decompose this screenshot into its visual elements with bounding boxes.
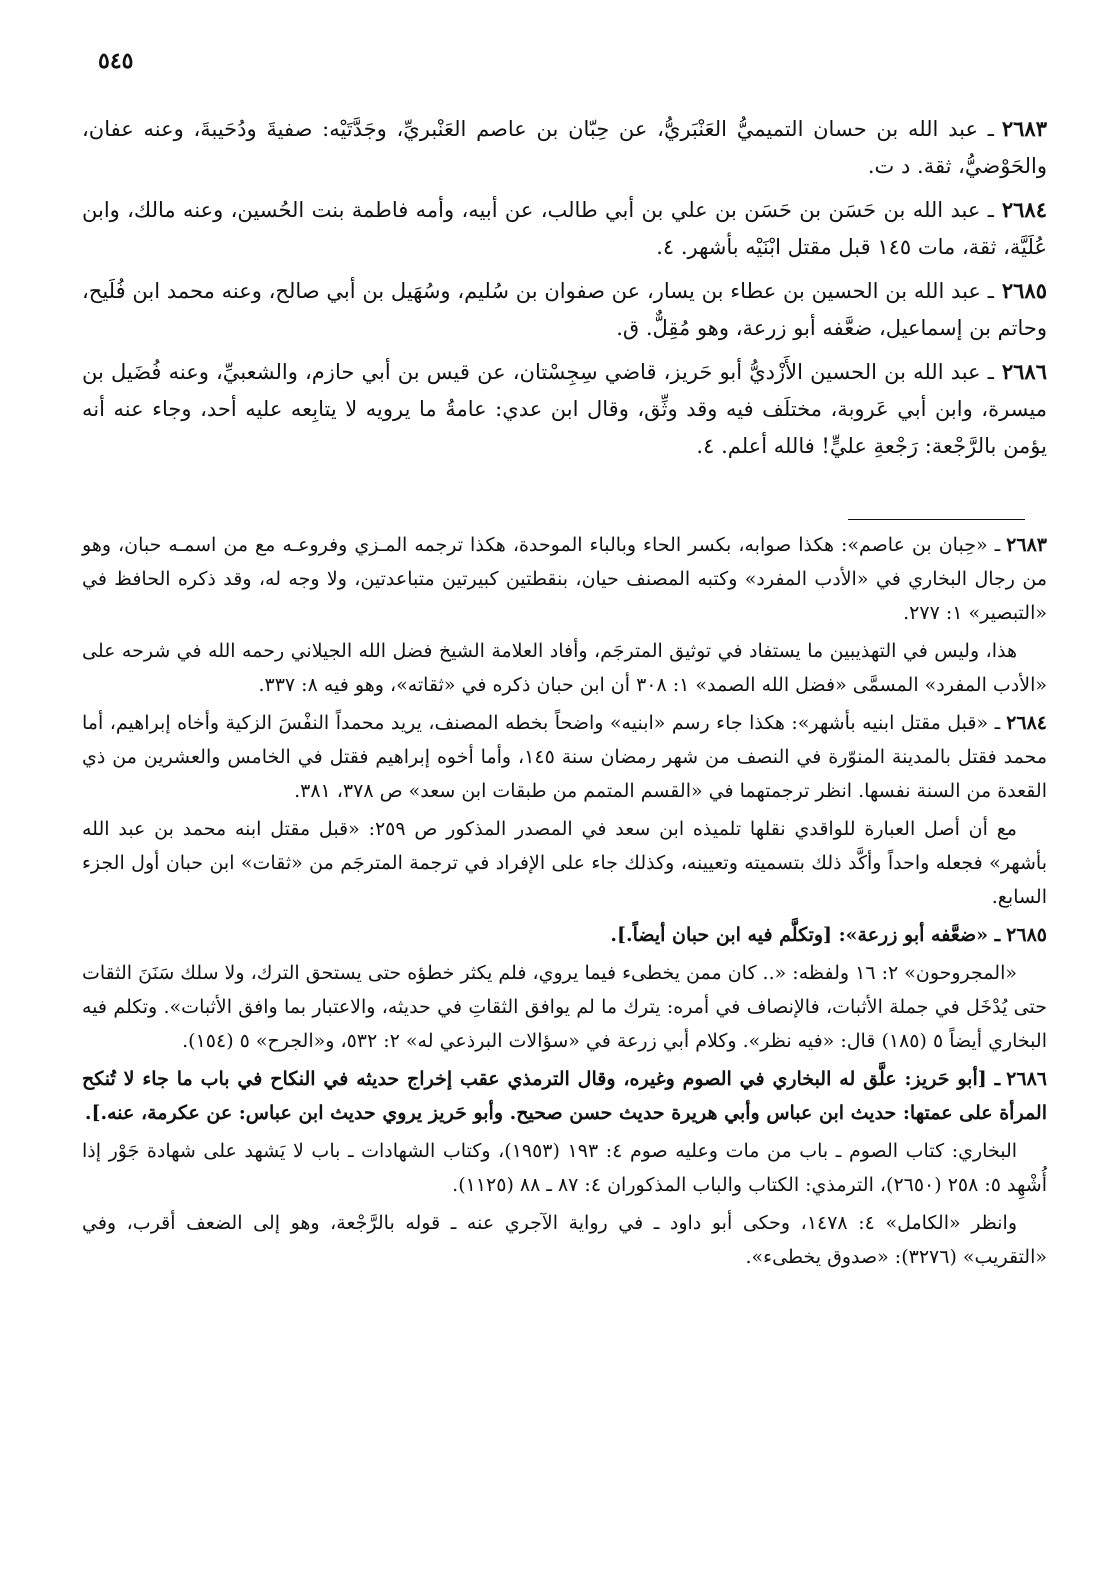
- footnote-text: وانظر «الكامل» ٤: ١٤٧٨، وحكى أبو داود ـ في رواية الآجري عنه ـ قوله بالرَّجْعة، وهو إلى الضعف أقرب، وفي «التقريب» (٣٢٧٦): «صدوق يخطىء».: [82, 1212, 1047, 1268]
- footnote-number: ٢٦٨٦: [1006, 1068, 1047, 1090]
- footnote-text: البخاري: كتاب الصوم ـ باب من مات وعليه صوم ٤: ١٩٣ (١٩٥٣)، وكتاب الشهادات ـ باب لا يَشهد على شهادة جَوْر إذا أُشْهِد ٥: ٢٥٨ (٢٦٥٠)، الترمذي: الكتاب والباب المذكوران ٤: ٨٧ ـ ٨٨ (١١٢٥).: [82, 1140, 1047, 1196]
- main-entries: [82, 110, 1047, 471]
- footnote-number: ٢٦٨٣: [1006, 534, 1047, 556]
- entry: [82, 353, 1047, 465]
- entry: [82, 110, 1047, 185]
- entry-text: ـ عبد الله بن الحسين الأَزْديُّ أبو حَريز، قاضي سِجِسْتان، عن قيس بن أبي حازم، والشعبيِّ، وعنه فُضَيل بن ميسرة، وابن أبي عَروبة، مختلَف فيه وقد وثِّق، وقال ابن عدي: عامةُ ما يرويه لا يتابِعه عليه أحد، وجاء عنه أنه يؤمن بالرَّجْعة: رَجْعةِ عليٍّ! فالله أعلم. ٤.: [82, 360, 1047, 458]
- footnote-text: ـ [أبو حَريز: علَّق له البخاري في الصوم وغيره، وقال الترمذي عقب إخراج حديثه في النكاح في باب ما جاء لا تُنكح المرأة على عمتها: حديث ابن عباس وأبي هريرة حديث حسن صحيح. وأبو حَريز يروي حديث ابن عباس: عن عكرمة، عنه.].: [82, 1068, 1047, 1124]
- footnote-text: هذا، وليس في التهذيبين ما يستفاد في توثيق المترجَم، وأفاد العلامة الشيخ فضل الله الجيلاني رحمه الله في شرحه على «الأدب المفرد» المسمَّى «فضل الله الصمد» ١: ٣٠٨ أن ابن حبان ذكره في «ثقاته»، وهو فيه ٨: ٣٣٧.: [82, 640, 1047, 696]
- footnote: [82, 1062, 1047, 1130]
- footnote-text: ـ «قبل مقتل ابنيه بأشهر»: هكذا جاء رسم «ابنيه» واضحاً بخطه المصنف، يريد محمداً النفْسَ الزكية وأخاه إبراهيم، أما محمد فقتل بالمدينة المنوّرة في النصف من شهر رمضان سنة ١٤٥، وأما أخوه إبراهيم فقتل في الخامس والعشرين من ذي القعدة من السنة نفسها. انظر ترجمتهما في «القسم المتمم من طبقات ابن سعد» ص ٣٧٨، ٣٨١.: [82, 712, 1047, 802]
- footnote-continuation: [82, 1134, 1047, 1202]
- footnote-number: ٢٦٨٤: [1006, 712, 1047, 734]
- footnote-continuation: [82, 1206, 1047, 1274]
- entry-text: ـ عبد الله بن حسان التميميُّ العَنْبَريُّ، عن حِبّان بن عاصم العَنْبريِّ، وجَدَّتَيْه: صفيةَ ودُحَيبةَ، وعنه عفان، والحَوْضيُّ، ثقة. د ت.: [82, 117, 1047, 178]
- footnote: [82, 918, 1047, 952]
- entry-number: ٢٦٨٦: [1001, 359, 1047, 384]
- footnote-continuation: [82, 812, 1047, 914]
- footnote: [82, 528, 1047, 630]
- entry: [82, 191, 1047, 266]
- footnotes: [82, 528, 1047, 1278]
- footnote-text: مع أن أصل العبارة للواقدي نقلها تلميذه ابن سعد في المصدر المذكور ص ٢٥٩: «قبل مقتل ابنه محمد بن عبد الله بأشهر» فجعله واحداً وأكَّد ذلك بتسميته وتعيينه، وكذلك جاء على الإفراد في ترجمة المترجَم من «ثقات» ابن حبان أول الجزء السابع.: [82, 818, 1047, 908]
- entry-number: ٢٦٨٣: [1001, 116, 1047, 141]
- footnote-divider: [848, 519, 1025, 520]
- footnote: [82, 706, 1047, 808]
- page-number: ٥٤٥: [98, 48, 134, 74]
- entry-number: ٢٦٨٥: [1001, 278, 1047, 303]
- entry-text: ـ عبد الله بن حَسَن بن حَسَن بن علي بن أبي طالب، عن أبيه، وأمه فاطمة بنت الحُسين، وعنه مالك، وابن عُلَيَّة، ثقة، مات ١٤٥ قبل مقتل ابْنَيْه بأشهر. ٤.: [82, 198, 1047, 259]
- footnote-text: ـ «ضعَّفه أبو زرعة»: [وتكلَّم فيه ابن حبان أيضاً.].: [610, 924, 1001, 946]
- footnote-continuation: [82, 634, 1047, 702]
- footnote-text: «المجروحون» ٢: ١٦ ولفظه: «.. كان ممن يخطىء فيما يروي، فلم يكثر خطؤه حتى يستحق الترك، ولا سلك سَنَنَ الثقات حتى يُدْخَل في جملة الأثبات، فالإنصاف في أمره: يترك ما لم يوافق الثقاتِ في حديثه، والاعتبار بما وافق الأثبات». وتكلم فيه البخاري أيضاً ٥ (١٨٥) قال: «فيه نظر». وكلام أبي زرعة في «سؤالات البرذعي له» ٢: ٥٣٢، و«الجرح» ٥ (١٥٤).: [82, 962, 1047, 1052]
- footnote-continuation: [82, 956, 1047, 1058]
- entry-text: ـ عبد الله بن الحسين بن عطاء بن يسار، عن صفوان بن سُليم، وسُهَيل بن أبي صالح، وعنه محمد ابن فُلَيح، وحاتم بن إسماعيل، ضعَّفه أبو زرعة، وهو مُقِلٌّ. ق.: [82, 279, 1047, 340]
- footnote-number: ٢٦٨٥: [1006, 924, 1047, 946]
- footnote-text: ـ «حِبان بن عاصم»: هكذا صوابه، بكسر الحاء وبالباء الموحدة، هكذا ترجمه المـزي وفروعـه مع من اسمـه حبان، وهو من رجال البخاري في «الأدب المفرد» وكتبه المصنف حيان، بنقطتين كبيرتين متباعدتين، ولا وجه له، وقد ذكره الحافظ في «التبصير» ١: ٢٧٧.: [82, 534, 1047, 624]
- entry: [82, 272, 1047, 347]
- entry-number: ٢٦٨٤: [1001, 197, 1047, 222]
